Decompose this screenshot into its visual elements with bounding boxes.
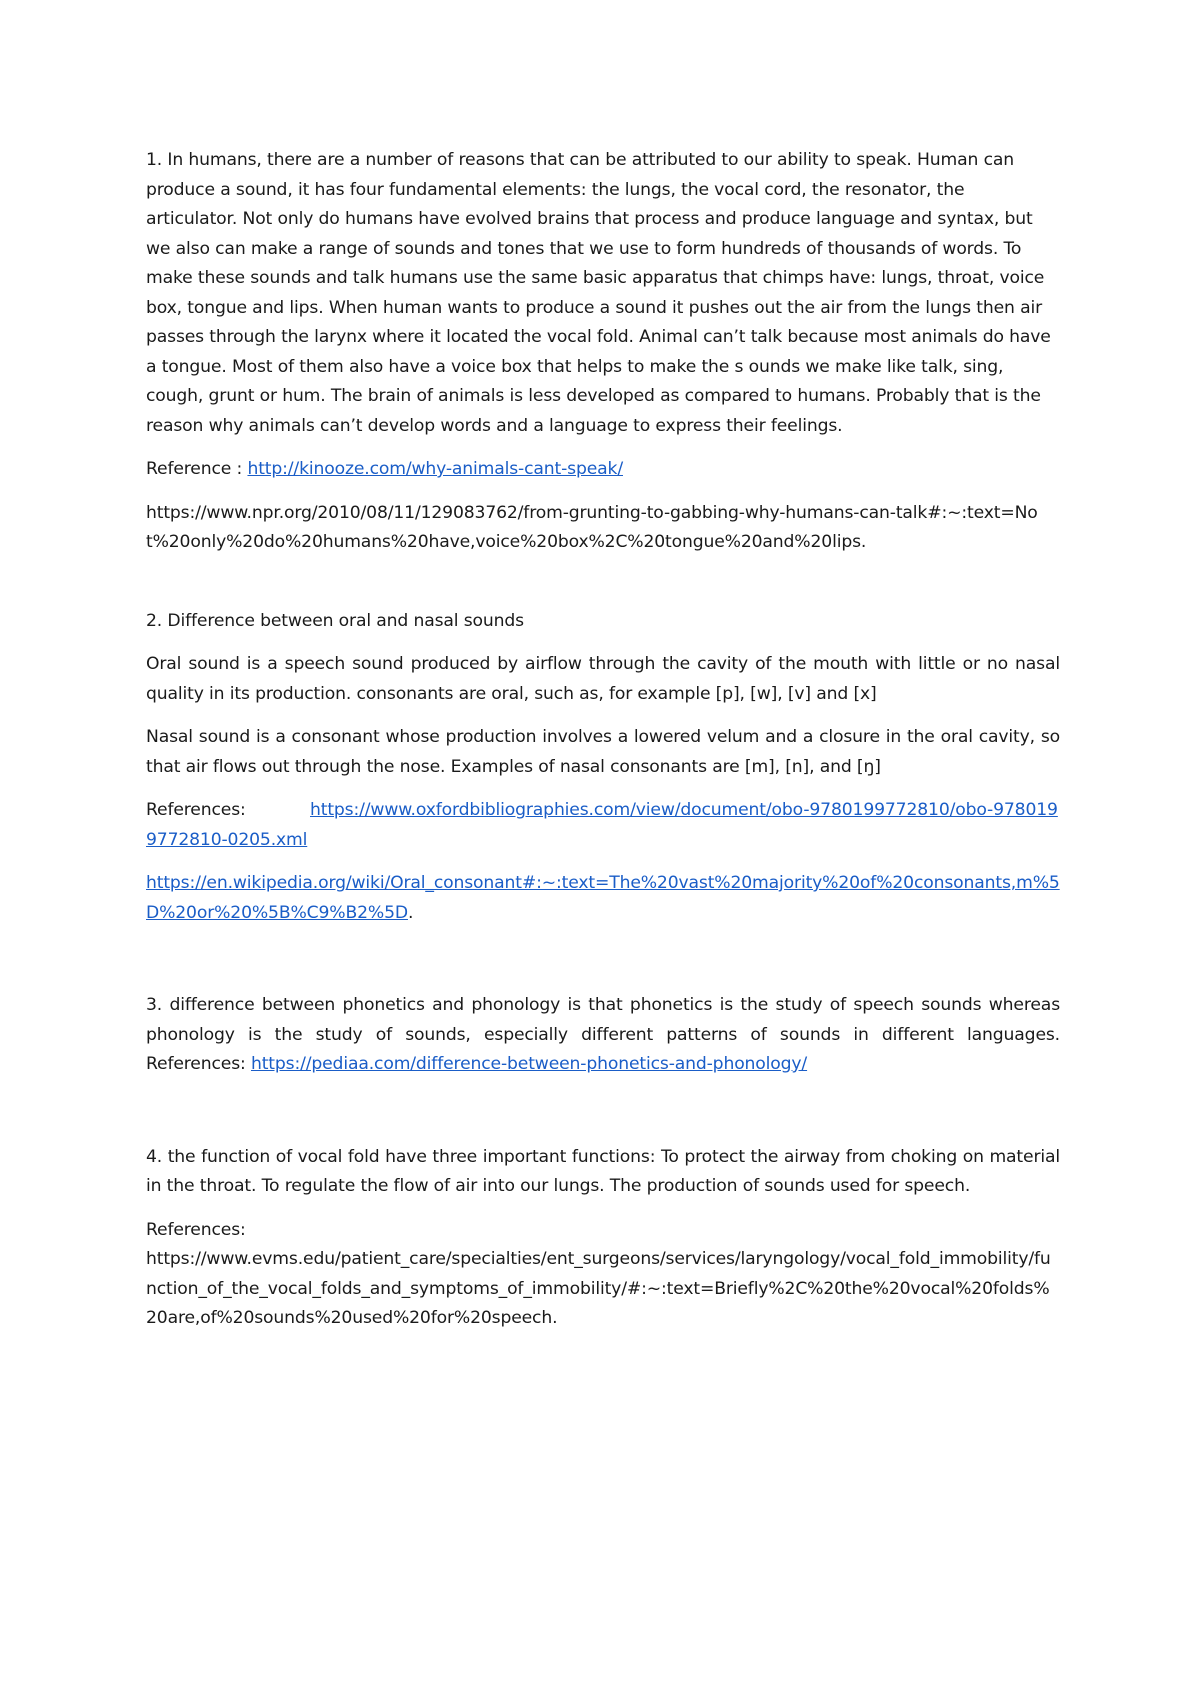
oral-sound-paragraph: Oral sound is a speech sound produced by airflow through the cavity of the mouth with little or no nasal quality in its production. consonants are oral, such as, for example [p], [w], [v] and [x] xyxy=(146,654,1060,704)
section-3-text: 3. difference between phonetics and phonology is that phonetics is the study of speech sounds whereas phonology is the study of sounds, especially different patterns of sounds in different languages. References: xyxy=(146,995,1060,1074)
section-gap xyxy=(146,572,1060,607)
reference-link-oxford[interactable]: https://www.oxfordbibliographies.com/view/document/obo-9780199772810/obo-9780199772810-0205.xml xyxy=(146,800,1058,850)
section-1-paragraph: 1. In humans, there are a number of reasons that can be attributed to our ability to speak. Human can produce a sound, it has four fundamental elements: the lungs, the vocal cord, the resonator, the articulator. Not only do humans have evolved brains that process and produce language and syntax, but we also can make a range of sounds and tones that we use to form hundreds of thousands of words. To make these sounds and talk humans use the same basic apparatus that chimps have: lungs, throat, voice box, tongue and lips. When human wants to produce a sound it pushes out the air from the lungs then air passes through the larynx where it located the vocal fold. Animal can’t talk because most animals do have a tongue. Most of them also have a voice box that helps to make the s ounds we make like talk, sing, cough, grunt or hum. The brain of animals is less developed as compared to humans. Probably that is the reason why animals can’t develop words and a language to express their feelings. xyxy=(146,150,1051,436)
section-1 xyxy=(146,146,1060,558)
section-gap xyxy=(146,942,1060,991)
reference-link-wikipedia[interactable]: https://en.wikipedia.org/wiki/Oral_consonant#:~:text=The%20vast%20majority%20of%20consonants,m%5D%20or%20%5B%C9%B2%5D xyxy=(146,873,1060,923)
references-label: References: xyxy=(146,1219,246,1240)
section-4-paragraph: 4. the function of vocal fold have three important functions: To protect the airway from choking on material in the throat. To regulate the flow of air into our lungs. The production of sounds used for speech. xyxy=(146,1146,1060,1196)
section-3 xyxy=(146,991,1060,1080)
section-2-heading: 2. Difference between oral and nasal sounds xyxy=(146,610,524,631)
section-1-reference-npr: https://www.npr.org/2010/08/11/129083762/from-grunting-to-gabbing-why-humans-can-talk#:~:text=Not%20only%20do%20humans%20have,voice%20box%2C%20tongue%20and%20lips. xyxy=(146,502,1038,552)
section-4-references xyxy=(146,1216,1060,1334)
reference-evms: https://www.evms.edu/patient_care/specialties/ent_surgeons/services/laryngology/vocal_fold_immobility/function_of_the_vocal_folds_and_symptoms_of_immobility/#:~:text=Briefly%2C%20the%20vocal%20folds%20are,of%20sounds%20used%20for%20speech. xyxy=(146,1249,1051,1328)
section-3-paragraph xyxy=(146,991,1060,1080)
reference-link-pediaa[interactable]: https://pediaa.com/difference-between-phonetics-and-phonology/ xyxy=(250,1054,808,1074)
nasal-sound-paragraph: Nasal sound is a consonant whose production involves a lowered velum and a closure in the oral cavity, so that air flows out through the nose. Examples of nasal consonants are [m], [n], and [ŋ] xyxy=(146,727,1060,777)
reference-link-kinooze[interactable]: http://kinooze.com/why-animals-cant-speak/ xyxy=(247,459,623,479)
section-gap xyxy=(146,1094,1060,1143)
section-4 xyxy=(146,1143,1060,1334)
section-2-references xyxy=(146,796,1060,855)
reference-label: Reference : xyxy=(146,459,248,479)
references-label: References: xyxy=(146,800,246,820)
reference-suffix: . xyxy=(407,902,414,923)
section-2 xyxy=(146,607,1060,929)
section-2-reference-wikipedia xyxy=(146,869,1060,928)
section-1-reference xyxy=(146,455,1060,485)
